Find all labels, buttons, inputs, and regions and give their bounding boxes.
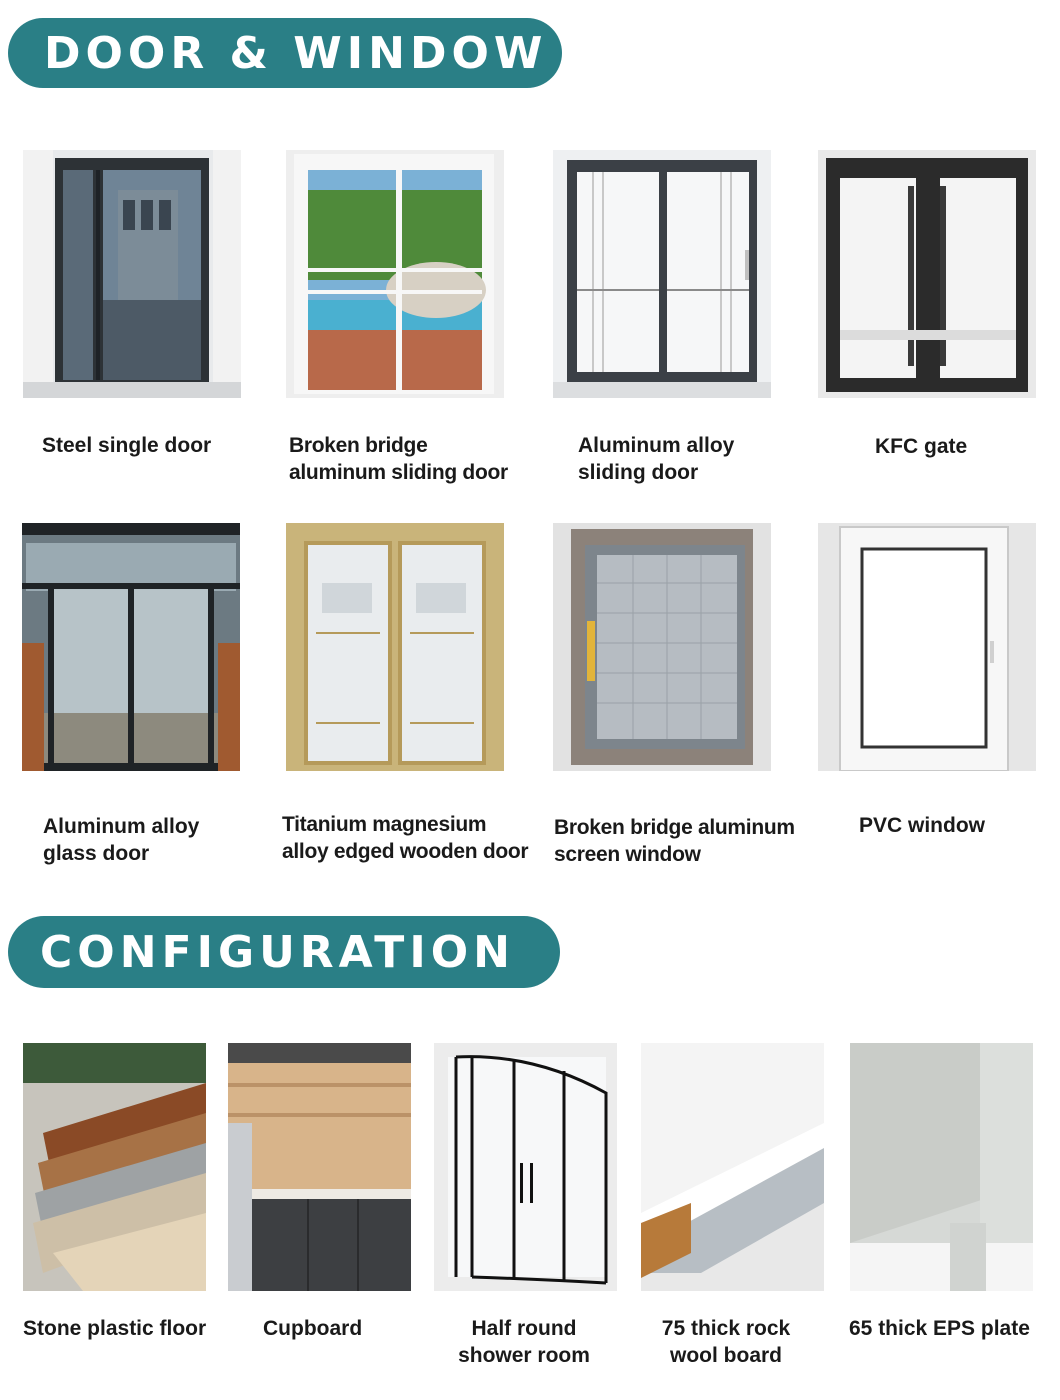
configuration-caption-1: Stone plastic floor: [23, 1317, 207, 1340]
pvc-window-photo: [818, 523, 1036, 771]
configuration-caption-4: 75 thick rock wool board: [661, 1317, 791, 1367]
stone-plastic-floor-photo: [23, 1043, 206, 1291]
screen-window-photo: [553, 523, 771, 771]
configuration-title: CONFIGURATION: [40, 926, 515, 978]
aluminum-sliding-door-photo: [553, 150, 771, 398]
door-window-title: DOOR & WINDOW: [44, 27, 548, 79]
configuration-banner: [8, 916, 560, 988]
steel-single-door-photo: [23, 150, 241, 398]
rock-wool-board-photo: [641, 1043, 824, 1291]
cupboard-photo: [228, 1043, 411, 1291]
door-window-caption-4: KFC gate: [875, 435, 968, 458]
titanium-wooden-door-photo: [286, 523, 504, 771]
door-window-caption-3: Aluminum alloy sliding door: [578, 434, 735, 484]
door-window-banner: [8, 18, 562, 88]
kfc-gate-photo: [818, 150, 1036, 398]
shower-room-photo: [434, 1043, 617, 1291]
door-window-caption-1: Steel single door: [42, 434, 212, 457]
door-window-caption-7: Broken bridge aluminum screen window: [554, 816, 795, 866]
configuration-caption-2: Cupboard: [263, 1317, 363, 1340]
door-window-caption-2: Broken bridge aluminum sliding door: [289, 434, 508, 484]
eps-plate-photo: [850, 1043, 1033, 1291]
door-window-caption-6: Titanium magnesium alloy edged wooden door: [282, 813, 529, 863]
door-window-caption-5: Aluminum alloy glass door: [43, 815, 200, 865]
broken-bridge-sliding-door-photo: [286, 150, 504, 398]
aluminum-glass-door-photo: [22, 523, 240, 771]
configuration-caption-3: Half round shower room: [458, 1317, 590, 1367]
door-window-caption-8: PVC window: [859, 814, 985, 837]
configuration-caption-5: 65 thick EPS plate: [849, 1317, 1030, 1340]
